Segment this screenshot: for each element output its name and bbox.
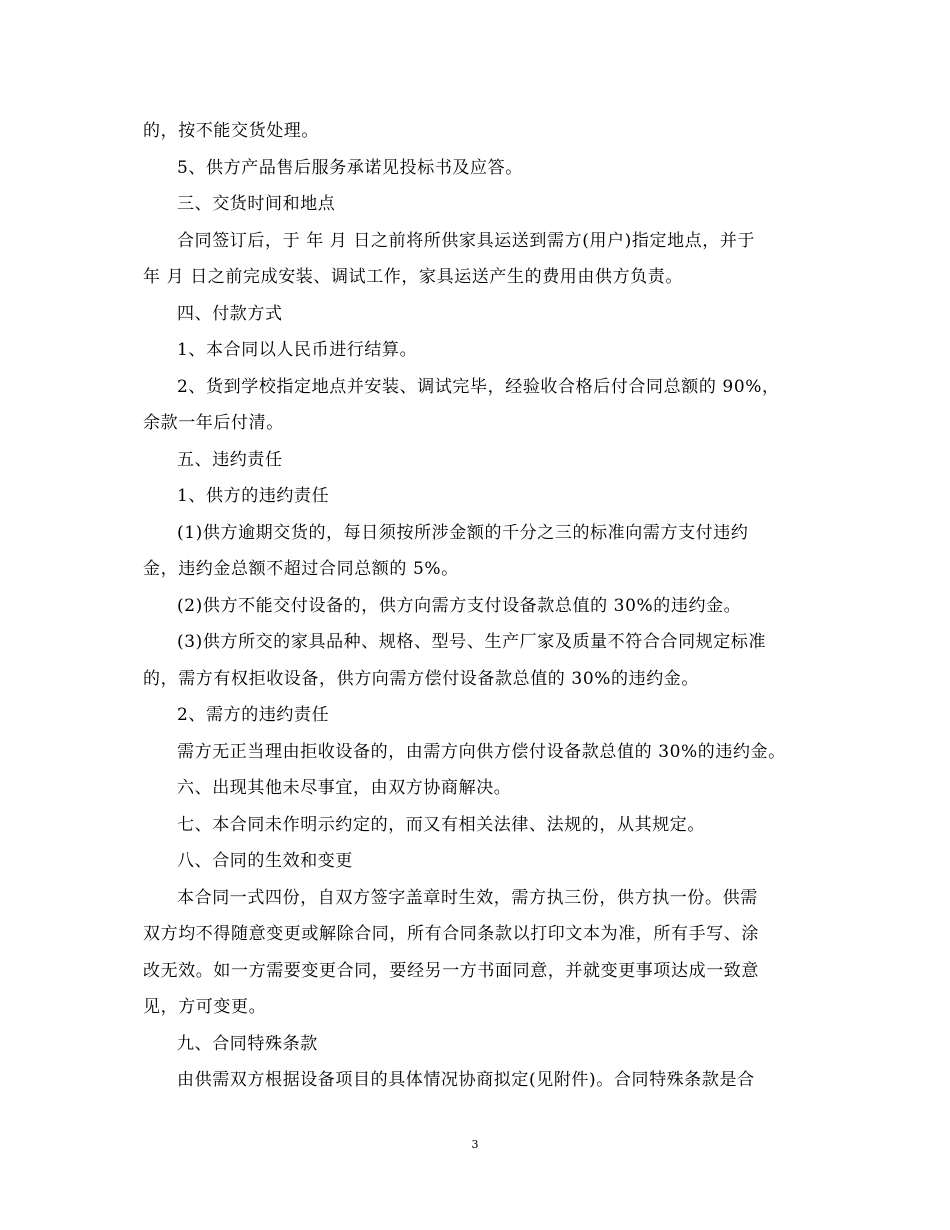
- page-number: 3: [471, 1138, 479, 1151]
- section-heading: 三、交货时间和地点: [177, 194, 336, 214]
- text-line: 5、供方产品售后服务承诺见投标书及应答。: [177, 157, 523, 178]
- text-line: 合同签订后，于 年 月 日之前将所供家具运送到需方(用户)指定地点，并于: [177, 230, 756, 251]
- subsection-heading: 2、需方的违约责任: [177, 705, 330, 725]
- text-line: 改无效。如一方需要变更合同，要经另一方书面同意，并就变更事项达成一致意: [143, 960, 759, 981]
- text-line: 由供需双方根据设备项目的具体情况协商拟定(见附件)。合同特殊条款是合: [177, 1070, 755, 1090]
- section-heading: 四、付款方式: [177, 303, 283, 324]
- text-line: (1)供方逾期交货的，每日须按所涉金额的千分之三的标准向需方支付违约: [177, 522, 749, 543]
- text-line: 年 月 日之前完成安装、调试工作，家具运送产生的费用由供方负责。: [143, 267, 684, 287]
- subsection-heading: 1、供方的违约责任: [177, 486, 330, 506]
- text-line: 2、货到学校指定地点并安装、调试完毕，经验收合格后付合同总额的 90%，: [177, 376, 780, 397]
- text-line: (3)供方所交的家具品种、规格、型号、生产厂家及质量不符合合同规定标准: [177, 632, 767, 652]
- section-heading: 五、违约责任: [177, 449, 283, 470]
- text-line: 需方无正当理由拒收设备的，由需方向供方偿付设备款总值的 30%的违约金。: [177, 741, 786, 762]
- text-line: 双方均不得随意变更或解除合同，所有合同条款以打印文本为准，所有手写、涂: [143, 924, 759, 944]
- document-body: [143, 113, 807, 1099]
- text-line: 见，方可变更。: [143, 997, 267, 1017]
- section-heading: 六、出现其他未尽事宜，由双方协商解决。: [177, 778, 512, 798]
- section-heading: 七、本合同未作明示约定的，而又有相关法律、法规的，从其规定。: [177, 814, 705, 835]
- text-line: 金，违约金总额不超过合同总额的 5%。: [143, 559, 459, 579]
- text-line: 1、本合同以人民币进行结算。: [177, 340, 418, 360]
- text-line: (2)供方不能交付设备的，供方向需方支付设备款总值的 30%的违约金。: [177, 595, 742, 616]
- section-heading: 九、合同特殊条款: [177, 1033, 318, 1054]
- text-line: 本合同一式四份，自双方签字盖章时生效，需方执三份，供方执一份。供需: [177, 887, 758, 908]
- text-line: 的，按不能交货处理。: [143, 121, 319, 141]
- text-line: 的，需方有权拒收设备，供方向需方偿付设备款总值的 30%的违约金。: [143, 668, 699, 689]
- section-heading: 八、合同的生效和变更: [177, 851, 353, 871]
- text-line: 余款一年后付清。: [143, 413, 284, 433]
